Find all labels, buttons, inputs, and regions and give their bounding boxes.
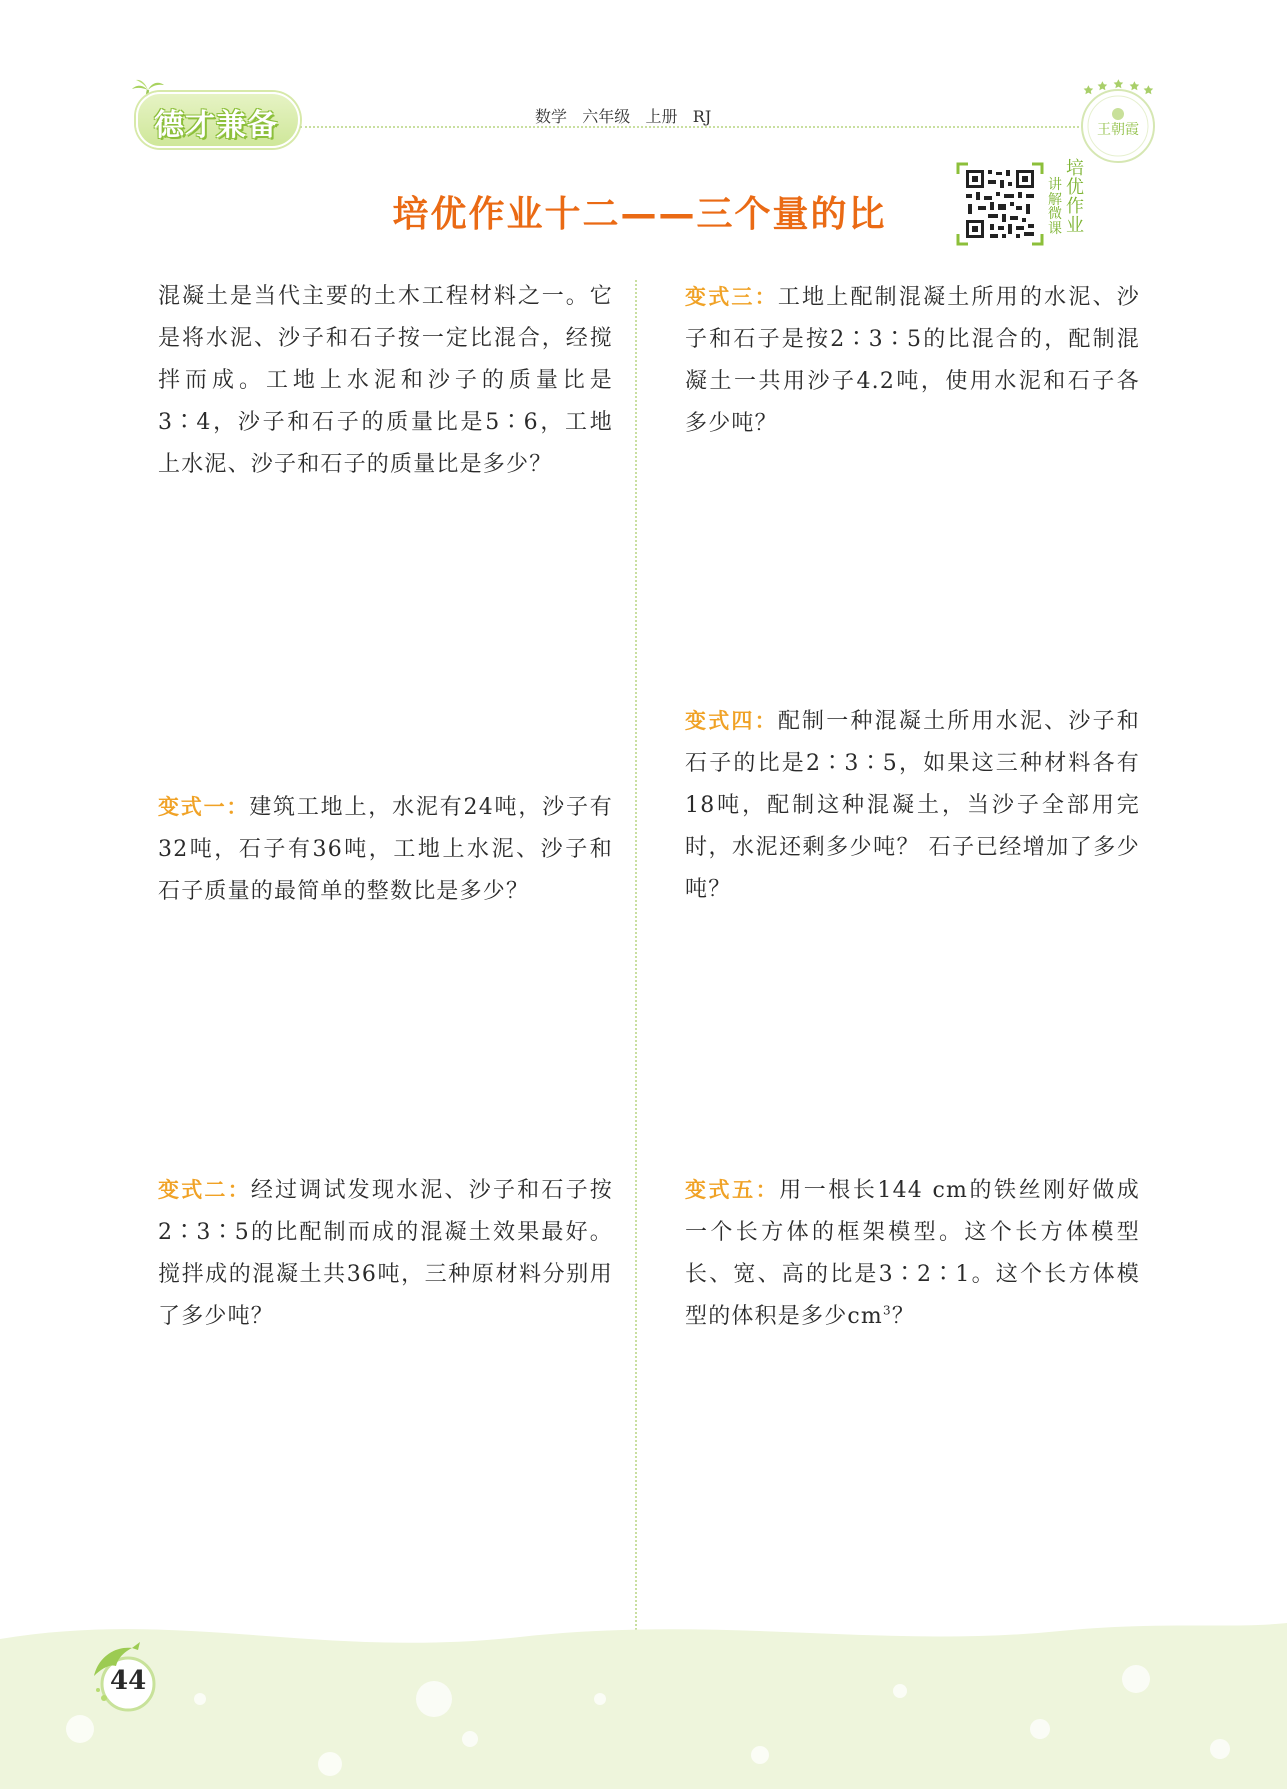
brand-logo [128, 78, 296, 148]
column-divider [635, 280, 637, 1646]
variant-1 [158, 786, 613, 913]
variant-5-text-end: ？ [891, 1304, 916, 1329]
variant-3-text: 工地上配制混凝土所用的水泥、沙子和石子是按2∶3∶5的比混合的，配制混凝土一共用沙子4.2吨，使用水泥和石子各多少吨？ [685, 285, 1140, 436]
variant-3-tag: 变式三： [685, 285, 778, 309]
variant-2-tag: 变式二： [158, 1178, 251, 1202]
variant-5 [685, 1169, 1140, 1338]
brand-seal-logo [1074, 78, 1162, 166]
footer-wave-decoration [0, 1579, 1287, 1789]
page-number: 44 [110, 1666, 147, 1696]
variant-1-text: 建筑工地上，水泥有24吨，沙子有32吨，石子有36吨，工地上水泥、沙子和石子质量的最简单的整数比是多少？ [158, 795, 613, 904]
variant-5-superscript: 3 [882, 1303, 892, 1318]
variant-4-text: 配制一种混凝土所用水泥、沙子和石子的比是2∶3∶5，如果这三种材料各有18吨，配制这种混凝土，当沙子全部用完时，水泥还剩多少吨？ 石子已经增加了多少吨？ [685, 709, 1140, 902]
variant-4-tag: 变式四： [685, 709, 778, 733]
variant-2-text: 经过调试发现水泥、沙子和石子按2∶3∶5的比配制而成的混凝土效果最好。搅拌成的混凝土共36吨，三种原材料分别用了多少吨？ [158, 1178, 613, 1329]
logo-text: 德才兼备 [154, 108, 278, 143]
qr-code-block[interactable] [956, 160, 1090, 256]
variant-2 [158, 1169, 613, 1338]
qr-label-micro-lesson: 讲解微课 [1048, 177, 1062, 238]
qr-label-homework: 培优作业 [1066, 158, 1084, 236]
qr-code-icon[interactable] [956, 162, 1044, 246]
variant-5-tag: 变式五： [685, 1178, 780, 1202]
page-title: 培优作业十二——三个量的比 [392, 194, 887, 235]
variant-5-text: 用一根长144 cm的铁丝刚好做成一个长方体的框架模型。这个长方体模型长、宽、高的比是3∶2∶1。这个长方体模型的体积是多少cm [685, 1178, 1140, 1329]
header-subject: 数学 六年级 上册 RJ [535, 107, 712, 126]
brand-seal-text: 王朝霞 [1097, 122, 1139, 138]
main-problem-text: 混凝土是当代主要的土木工程材料之一。它是将水泥、沙子和石子按一定比混合，经搅拌而成。工地上水泥和沙子的质量比是3∶4，沙子和石子的质量比是5∶6，工地上水泥、沙子和石子的质量比是多少？ [158, 284, 613, 477]
variant-4 [685, 700, 1140, 911]
main-problem [158, 276, 613, 486]
variant-1-tag: 变式一： [158, 795, 250, 819]
variant-3 [685, 276, 1140, 445]
